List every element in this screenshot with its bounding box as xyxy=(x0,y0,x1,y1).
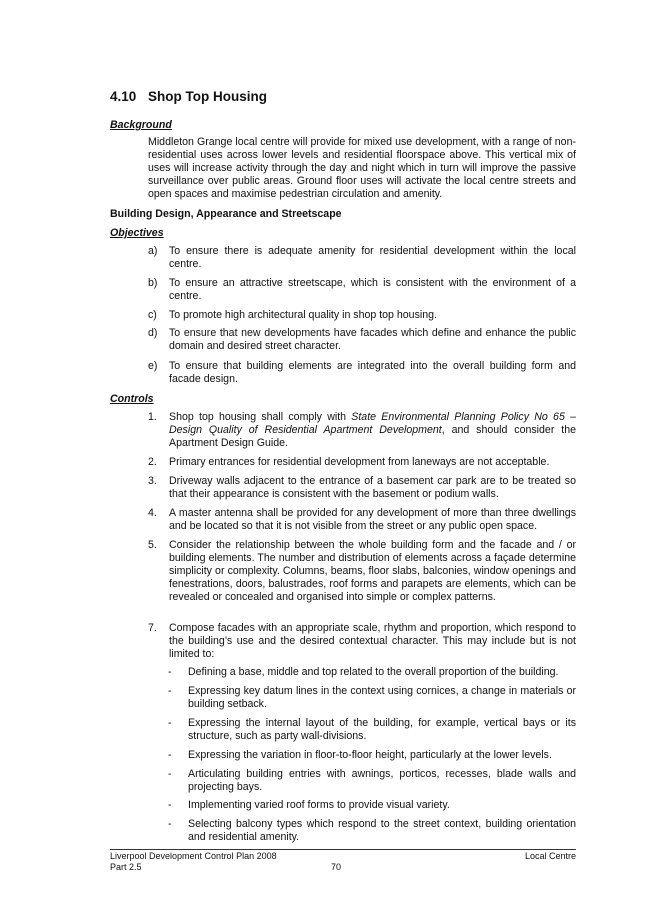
objective-item xyxy=(148,245,576,271)
bullet-dash: - xyxy=(168,717,172,729)
control-item xyxy=(148,622,576,661)
bullet-dash: - xyxy=(168,685,172,697)
footer-part: Part 2.5 xyxy=(110,862,142,872)
control-text-pre: Shop top housing shall comply with xyxy=(169,411,352,423)
bullet-text: Selecting balcony types which respond to the street context, building orientation and residential amenity. xyxy=(188,818,576,843)
control-label: 7. xyxy=(148,622,157,634)
bullet-item xyxy=(168,717,576,743)
footer-divider xyxy=(110,849,576,850)
control-text: Primary entrances for residential development from laneways are not acceptable. xyxy=(169,456,550,468)
footer-page-number: 70 xyxy=(331,862,342,872)
background-paragraph: Middleton Grange local centre will provide for mixed use development, with a range of non-residential uses across lower levels and residential floorspace above. This vertical mix of uses will increase activity through the day and night which in turn will improve the passive surveillance over public areas. Ground floor uses will activate the local centre streets and open spaces and maximise pedestrian circulation and amenity. xyxy=(148,136,576,200)
bullet-dash: - xyxy=(168,799,172,811)
bullet-item xyxy=(168,818,576,844)
bullet-item xyxy=(168,799,576,812)
objective-text: To ensure that building elements are integrated into the overall building form and facade design. xyxy=(169,360,576,385)
control-text: Consider the relationship between the whole building form and the facade and / or building elements. The number and distribution of elements across a façade determine simplicity or complexity. Columns, beams, floor slabs, balconies, window openings and fenestrations, doors, balustrades, roof forms and parapets are elements, which can be revealed or concealed and organised into simple or complex patterns. xyxy=(169,539,576,603)
bullet-item xyxy=(168,666,576,679)
objective-item xyxy=(148,277,576,303)
controls-heading: Controls xyxy=(110,393,154,405)
objective-label: d) xyxy=(148,327,158,339)
footer-plan-name: Liverpool Development Control Plan 2008 xyxy=(110,851,277,861)
sepp65-reference: State Environmental Planning Policy No 65 – Design Quality of Residential Apartment Development xyxy=(169,411,576,436)
control-item xyxy=(148,411,576,450)
control-item xyxy=(148,475,576,501)
objectives-heading: Objectives xyxy=(110,227,164,239)
control-label: 2. xyxy=(148,456,157,468)
bullet-item xyxy=(168,685,576,711)
control-text xyxy=(169,411,576,450)
bullet-dash: - xyxy=(168,818,172,830)
control-text: Driveway walls adjacent to the entrance of a basement car park are to be treated so that their appearance is consistent with the basement or podium walls. xyxy=(169,475,576,500)
bullet-item xyxy=(168,749,576,762)
bullet-text: Articulating building entries with awnings, porticos, recesses, blade walls and projecting bays. xyxy=(188,768,576,793)
bullet-dash: - xyxy=(168,768,172,780)
objective-item xyxy=(148,309,576,322)
objective-label: a) xyxy=(148,245,158,257)
control-item xyxy=(148,456,576,469)
control-label: 4. xyxy=(148,507,157,519)
subsection-title: Building Design, Appearance and Streetscape xyxy=(110,208,342,220)
bullet-text: Expressing the variation in floor-to-floor height, particularly at the lower levels. xyxy=(188,749,552,761)
bullet-text: Expressing key datum lines in the context using cornices, a change in materials or building setback. xyxy=(188,685,576,710)
objective-text: To ensure there is adequate amenity for residential development within the local centre. xyxy=(169,245,576,270)
control-text-post: , and should consider the Apartment Design Guide. xyxy=(169,424,576,449)
objective-label: c) xyxy=(148,309,157,321)
background-heading: Background xyxy=(110,119,172,131)
control-item xyxy=(148,507,576,533)
control-label: 3. xyxy=(148,475,157,487)
bullet-item xyxy=(168,768,576,794)
bullet-text: Implementing varied roof forms to provide visual variety. xyxy=(188,799,450,811)
objective-item xyxy=(148,360,576,386)
objective-label: e) xyxy=(148,360,158,372)
bullet-dash: - xyxy=(168,749,172,761)
bullet-dash: - xyxy=(168,666,172,678)
section-number: 4.10 xyxy=(110,89,137,104)
bullet-text: Expressing the internal layout of the building, for example, vertical bays or its structure, such as party wall-divisions. xyxy=(188,717,576,742)
control-label: 5. xyxy=(148,539,157,551)
objective-label: b) xyxy=(148,277,158,289)
section-title-text: Shop Top Housing xyxy=(148,89,267,104)
objective-text: To ensure an attractive streetscape, which is consistent with the environment of a centre. xyxy=(169,277,576,302)
bullet-text: Defining a base, middle and top related to the overall proportion of the building. xyxy=(188,666,559,678)
footer-chapter: Local Centre xyxy=(524,851,576,861)
objective-text: To ensure that new developments have facades which define and enhance the public domain and desired street character. xyxy=(169,327,576,352)
section-title xyxy=(110,90,267,103)
objective-item xyxy=(148,327,576,353)
control-item xyxy=(148,539,576,604)
control-text: A master antenna shall be provided for any development of more than three dwellings and be located so that it is not visible from the street or any public open space. xyxy=(169,507,576,532)
control-label: 1. xyxy=(148,411,157,423)
control-text: Compose facades with an appropriate scale, rhythm and proportion, which respond to the building’s use and the desired contextual character. This may include but is not limited to: xyxy=(169,622,576,660)
objective-text: To promote high architectural quality in shop top housing. xyxy=(169,309,437,321)
